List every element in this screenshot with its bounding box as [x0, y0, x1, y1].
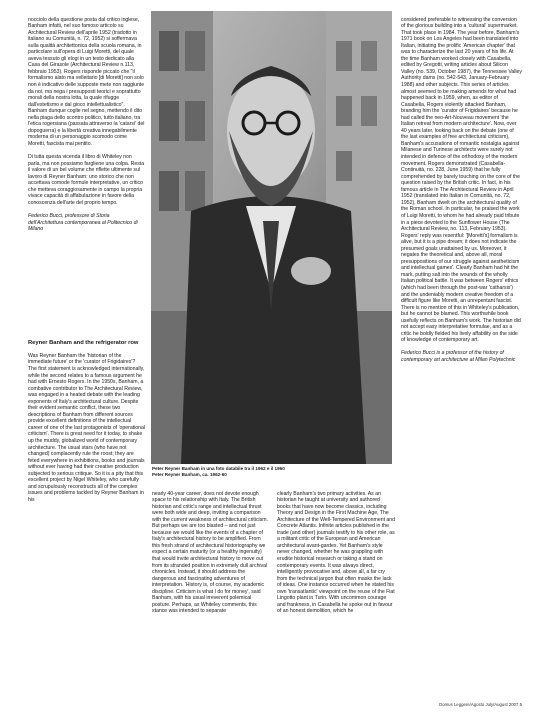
photo-caption [152, 466, 392, 477]
text-column-left-lower [28, 333, 145, 510]
caption-line-2: Peter Reyner Banham, ca. 1962-60 [152, 471, 227, 477]
paragraph-2: Di tutta questa vicenda il libro di Whiteley non parla, ma non possiamo fargliene una colpa. Resta il valore di un bel volume che riflette ultimente sul lavoro di Reyner Banham: uno storico che non accettava comode formule interpretative, un critico che metteva coraggiosamente in campo la propria vivace capacità di affabulazione in favore della conoscenza dell'arte del proprio tempo. [28, 154, 145, 206]
portrait-photo [151, 11, 392, 464]
author-signature-italian: Federico Bucci, professore di Storia dell'Architettura contemporanea al Politecnico di Milano [28, 212, 138, 233]
author-signature-english: Federico Bucci is a professor of the history of contemporary art architecture at Milan Polytechnic [401, 350, 516, 363]
text-column-right [401, 10, 522, 370]
intro-paragraph: nocciolo della questione posta dal critico inglese, Banham infatti, nel suo famoso articolo su Architectural Review dell'aprile 1952 (tradotto in italiano su Comunità, n. 72, 1952) si soffermava sulla qualità architettonica della scuola romana, in particolare sull'opera di Luigi Moretti, del quale aveva tessuto gli elogi in un testo dedicato alla Casa del Girasole (Architectural Review n.113, febbraio 1953). Rogers risponde piccato che "il formalismo alato ma velleitario [di Moretti] non solo non è indicativo delle supposte mete non raggiunte da noi, ma nega i presupposti teorici e soprattutto morali della nostra lotta, la quale rifugge dall'estetismo e dal gioco intellettualistico". Banham dunque coglie nel segno, mettendo il dito nella piaga dello scontro politico, tutto italiano, tra l'etica rogersiana (passata attraverso la 'catarsi' del dopoguerra) e la libertà creativa innegabilmente moderna di un personaggio scomodo come Moretti, fascista mai pentito. [28, 16, 145, 147]
paragraph-3: Was Reyner Banham the 'historian of the immediate future' or the 'curator of Frigidaires'? The first statement is acknowledged internationally, while the second relates to a famous argument he had with Ernesto Rogers. In the 1950s, Banham, a combative contributor to The Architectural Review, was engaged in a heated debate with the leading exponents of Italy's architectural culture. Despite their evident semantic conflict, these two descriptions of Banham from different sources provide excellent definitions of the intellectual career of one of the last protagonists of 'operational criticism'. There is great need for it today, to shake up the muddy, globalized world of contemporary architecture. The usual stars (who have not changed) complacently rule the roost; they are feted everywhere in exhibitions, books and journals without ever having had their creative production subjected to serious critique. So it is a pity that this excellent project by Nigel Whiteley, who carefully and scrupulously reconstructs all of the complex issues and problems tackled by Reyner Banham in his [28, 352, 145, 503]
page-footer: Domus Leggere/Agosto July/August 2007 5 [439, 702, 522, 707]
column-2-text: nearly 40-year career, does not devote enough space to his relationship with Italy. The British historian and critic's range and intellectual thrust were both wide and deep, inviting a comparison with the current weakness of architectural criticism. But perhaps we are too blasted – and not just because we would like the events of a chapter of Italy's architectural history to be amplified. From this fresh strand of architectural historiography we expect a certain maturity (or a healthy ingenuity) that would invite architectural history to move out from its stranded position in extremely dull archival chronicles. Instead, it should address the dangerous and fascinating adventures of interpretation. 'History is, of course, my academic discipline. Criticism is what I do for money', said Banham, with his usual irreverent polemical posture. Perhaps, as Whiteley comments, this stance was intended to separate [152, 490, 268, 615]
text-column-3 [277, 484, 395, 621]
text-column-2 [152, 484, 270, 621]
column-4-text: considered preferable to witnessing the conversion of the glorious building into a 'cultural' supermarket. That took place in 1984. The year before, Banham's 1971 book on Los Angeles had been translated into Italian, initiating the prolific 'American chapter' that was to characterize the last 20 years of his life. At the time Banham worked closely with Casabella, edited by Gregotti, writing articles about Silicon Valley (no. 539, October 1987), the Tennessee Valley Authority dams (no. 542-543, January-February 1988) and other subjects. This series of articles almost seemed to be making amends for what had happened back in 1959, when, as editor of Casabella, Rogers violently attacked Banham, branding him the 'curator of Frigidaires' because he had called the neo-Art-Nouveau movement 'the Italian retreat from modern architecture'. Now, over 40 years later, looking back on the debate (one of the last examples of free architectural criticism), Banham's accusations of romantic nostalgia against Milanese and Turinese architects were surely not intended in defence of the orthodoxy of the modern movement. Rogers demonstrated (Casabella-Continuità, no. 228, June 1959) that he fully comprehended by barely touching on the core of the question raised by the British critic. In fact, in his famous article in The Architectural Review in April 1952 (translated into Italian in Comunità, no. 72, 1952), Banham dwelt on the architectural quality of the Roman school. In particular, he praised the work of Luigi Moretti, to whom he had already paid tribute in a piece devoted to the Sunflower House (The Architectural Review, no. 113, February 1953). Rogers' reply was resentful: '[Moretti's] formalism is alive, but it is a pipe dream; it does not indicate the presumed goals unattained by us. Moreover, it negates the theoretical and, above all, moral presuppositions of our struggle against aestheticism and intellectual games'. Clearly Banham had hit the mark, putting salt into the wounds of the wholly Italian political battle. It was between Rogers' ethics (which had been through the post-war 'catharsis') and the undeniably modern creative freedom of a difficult figure like Moretti, an unrepentant fascist. There is no mention of this in Whiteley's publication, but he cannot be blamed. This worthwhile book usefully reflects on Banham's work. The historian did not accept easy interpretative formulae, and as a critic he boldly fielded his lively affability on the side of knowledge of contemporary art. [401, 16, 522, 344]
english-article-heading: Reyner Banham and the refrigerator row [28, 339, 139, 346]
text-column-left [28, 10, 145, 239]
column-3-text: clearly Banham's two primary activities. As an historian he taught at university and authored books that have now become classics, including Theory and Design in the First Machine Age, The Architecture of the Well-Tempered Environment and Concrete Atlantis. Infinite articles published in the trade (and other) journals testify to his other role, as a militant critic of the European and American architectural avant-gardes. Yet Banham's style never changed, whether he was grappling with erudite historical research or taking a stand on contemporary events. It was always direct, intelligently provocative and, above all, a far cry from the technical jargon that often masks the lack of ideas. One instance occurred when he stated his own 'transatlantic' viewpoint on the reuse of the Fiat Lingotto plant in Turin. With uncommon courage and frankness, in Casabella he spoke out in favour of an honest demolition, which he [277, 490, 396, 615]
caption-line-1: Peter Reyner Banham in una foto databile tra il 1962 e il 1960 [152, 466, 285, 471]
